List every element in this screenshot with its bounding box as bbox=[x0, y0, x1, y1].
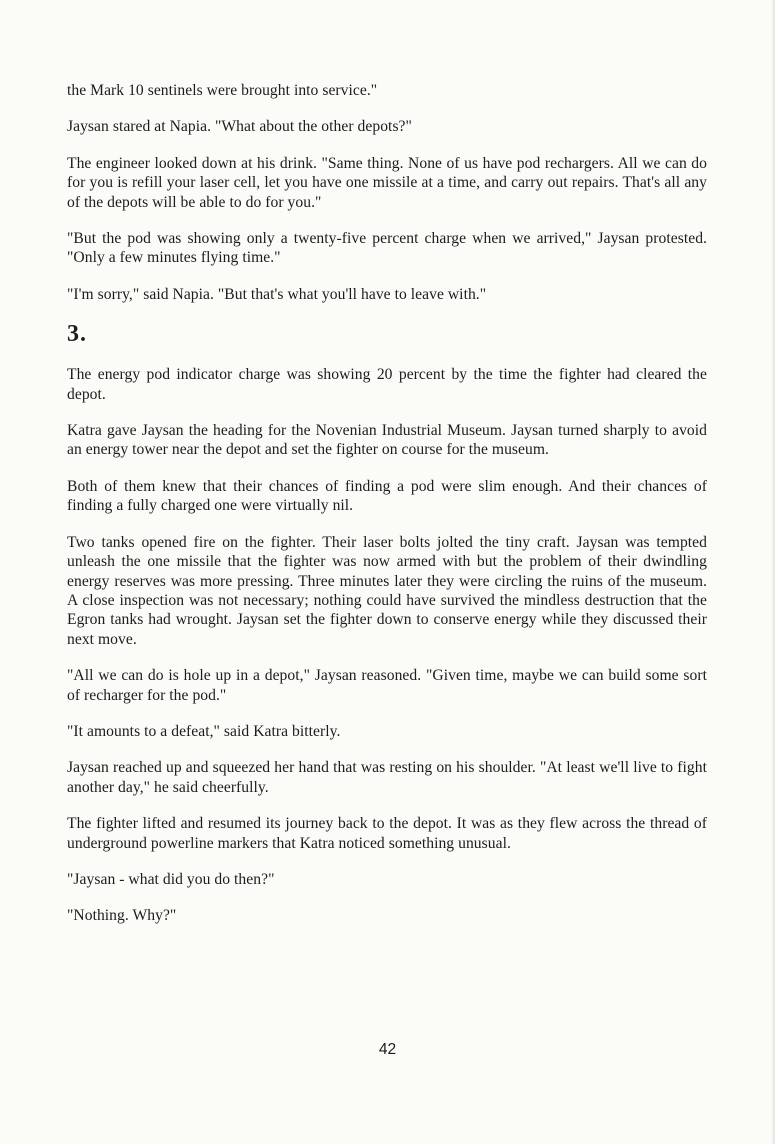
paragraph-continuation: the Mark 10 sentinels were brought into service." bbox=[67, 82, 378, 99]
chapter-heading: 3. bbox=[67, 321, 87, 348]
paragraph-engineer-drink: The engineer looked down at his drink. "Same thing. None of us have pod rechargers. All we can do for you is refill your laser cell, let you have one missile at a time, and carry out repairs. That's all any of the depots will be able to do for you." bbox=[67, 154, 707, 211]
paragraph-squeezed-hand: Jaysan reached up and squeezed her hand that was resting on his shoulder. "At least we'll live to fight another day," he said cheerfully. bbox=[67, 759, 707, 796]
paragraph-chances: Both of them knew that their chances of finding a pod were slim enough. And their chances of finding a fully charged one were virtually nil. bbox=[67, 477, 707, 515]
paragraph-fighter-lifted: The fighter lifted and resumed its journey back to the depot. It was as they flew across the thread of underground powerline markers that Katra noticed something unusual. bbox=[67, 815, 707, 852]
paragraph-tanks-fire: Two tanks opened fire on the fighter. Their laser bolts jolted the tiny craft. Jaysan was tempted unleash the one missile that the fighter was now armed with but the problem of their dwindling energy reserves was more pressing. Three minutes later they were circling the ruins of the museum. A close inspection was not necessary; nothing could have survived the mindless destruction that the Egron tanks had wrought. Jaysan set the fighter down to conserve energy while they discussed their next move. bbox=[67, 533, 707, 648]
paragraph-hole-up: "All we can do is hole up in a depot," Jaysan reasoned. "Given time, maybe we can build some sort of recharger for the pod." bbox=[67, 667, 707, 704]
paragraph-energy-pod: The energy pod indicator charge was showing 20 percent by the time the fighter had cleared the depot. bbox=[67, 366, 707, 403]
paragraph-pod-charge: "But the pod was showing only a twenty-five percent charge when we arrived," Jaysan protested. "Only a few minutes flying time." bbox=[67, 230, 707, 267]
paragraph-what-did-you-do: "Jaysan - what did you do then?" bbox=[67, 870, 275, 888]
paragraph-jaysan-stared: Jaysan stared at Napia. "What about the other depots?" bbox=[67, 118, 412, 136]
paragraph-defeat: "It amounts to a defeat," said Katra bitterly. bbox=[67, 722, 341, 740]
page-body bbox=[67, 81, 707, 943]
paragraph-museum-heading: Katra gave Jaysan the heading for the Novenian Industrial Museum. Jaysan turned sharply to avoid an energy tower near the depot and set the fighter on course for the museum. bbox=[67, 422, 707, 459]
page-number: 42 bbox=[378, 1041, 397, 1058]
paragraph-nothing-why: "Nothing. Why?" bbox=[67, 907, 177, 925]
paragraph-napia-sorry: "I'm sorry," said Napia. "But that's what you'll have to leave with." bbox=[67, 285, 487, 303]
